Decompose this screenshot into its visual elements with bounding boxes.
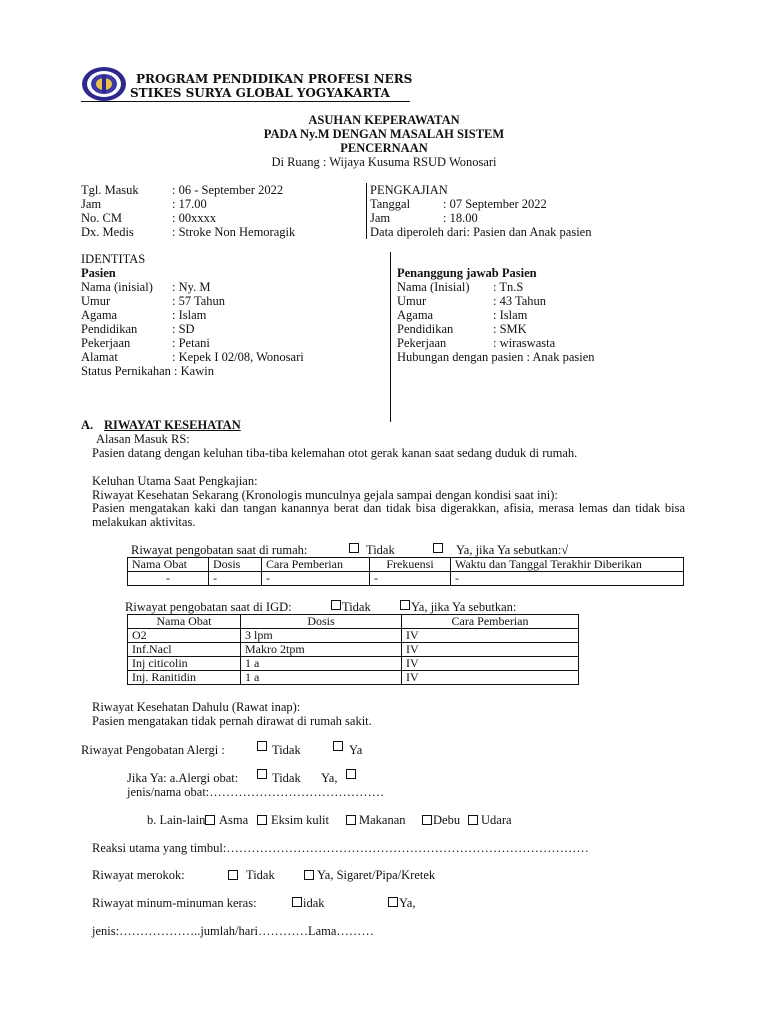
identitas-heading: IDENTITAS (81, 252, 146, 266)
table-cell: Inj citicolin (128, 657, 241, 671)
table-cell: - (209, 572, 262, 586)
asma-label: Asma (219, 813, 249, 827)
alergi-obat-label: Jika Ya: a.Alergi obat: (127, 771, 239, 785)
table-cell: IV (402, 629, 579, 643)
alergi-tidak-label: Tidak (272, 743, 301, 757)
minum-tidak-label: idak (303, 896, 325, 910)
pasien-label: Nama (inisial) (81, 280, 153, 294)
table-cell: Inf.Nacl (128, 643, 241, 657)
table-cell: IV (402, 657, 579, 671)
admission-value-dx: : Stroke Non Hemoragik (172, 225, 296, 239)
admission-label-tgl: Tgl. Masuk (81, 183, 139, 197)
pj-value: : wiraswasta (493, 336, 556, 350)
table-cell: Inj. Ranitidin (128, 671, 241, 685)
rumah-tidak-checkbox[interactable] (349, 543, 359, 553)
minum-ya-label: Ya, (399, 896, 416, 910)
pengkajian-tanggal-label: Tanggal (370, 197, 411, 211)
pasien-value: : Petani (172, 336, 210, 350)
igd-ya-checkbox[interactable] (400, 600, 410, 610)
pengkajian-jam-value: : 18.00 (443, 211, 478, 225)
col-nama-obat: Nama Obat (128, 615, 241, 629)
igd-ya-label: Ya, jika Ya sebutkan: (411, 600, 517, 614)
table-row (128, 643, 579, 657)
udara-label: Udara (481, 813, 512, 827)
table-row (128, 629, 579, 643)
col-frekuensi: Frekuensi (370, 558, 451, 572)
admission-value-jam: : 17.00 (172, 197, 207, 211)
dahulu-text: Pasien mengatakan tidak pernah dirawat di rumah sakit. (92, 714, 372, 728)
pasien-value: : Islam (172, 308, 207, 322)
sekarang-text: Pasien mengatakan kaki dan tangan kanannya berat dan tidak bisa digerakkan, afisia, merasa lemas dan tidak bisa melakukan aktivitas. (92, 501, 685, 529)
asma-checkbox[interactable] (205, 815, 215, 825)
alergi-obat-tidak-checkbox[interactable] (257, 769, 267, 779)
pj-label: Nama (Inisial) (397, 280, 470, 294)
merokok-tidak-label: Tidak (246, 868, 275, 882)
pj-value: : Tn.S (493, 280, 524, 294)
sekarang-label: Riwayat Kesehatan Sekarang (Kronologis munculnya gejala sampai dengan kondisi saat ini): (92, 488, 558, 502)
pasien-label: Alamat (81, 350, 118, 364)
table-cell: - (451, 572, 684, 586)
pj-heading: Penanggung jawab Pasien (397, 266, 537, 280)
alasan-label: Alasan Masuk RS: (96, 432, 190, 446)
alergi-jenis-line: jenis/nama obat:…………………………………… (127, 785, 385, 799)
pj-label: Agama (397, 308, 434, 322)
debu-label: Debu (433, 813, 461, 827)
udara-checkbox[interactable] (468, 815, 478, 825)
rumah-ya-checkbox[interactable] (433, 543, 443, 553)
igd-table (127, 614, 579, 685)
header-institution: STIKES SURYA GLOBAL YOGYAKARTA (130, 86, 390, 100)
igd-tidak-label: Tidak (342, 600, 371, 614)
merokok-label: Riwayat merokok: (92, 868, 185, 882)
table-cell: O2 (128, 629, 241, 643)
identitas-divider (390, 252, 391, 422)
pengkajian-heading: PENGKAJIAN (370, 183, 448, 197)
rumah-ya-label: Ya, jika Ya sebutkan:√ (456, 543, 569, 557)
alergi-ya-checkbox[interactable] (333, 741, 343, 751)
makanan-label: Makanan (359, 813, 406, 827)
table-cell: 1 a (241, 657, 402, 671)
table-cell: Makro 2tpm (241, 643, 402, 657)
alergi-obat-ya-checkbox[interactable] (346, 769, 356, 779)
col-nama-obat: Nama Obat (128, 558, 209, 572)
admission-label-jam: Jam (81, 197, 102, 211)
header-underline (81, 101, 410, 102)
institution-logo (81, 66, 127, 102)
minum-tidak-checkbox[interactable] (292, 897, 302, 907)
table-cell: - (370, 572, 451, 586)
doc-location: Di Ruang : Wijaya Kusuma RSUD Wonosari (271, 155, 497, 169)
pengkajian-tanggal-value: : 07 September 2022 (443, 197, 547, 211)
eksim-checkbox[interactable] (257, 815, 267, 825)
dahulu-label: Riwayat Kesehatan Dahulu (Rawat inap): (92, 700, 301, 714)
pengkajian-jam-label: Jam (370, 211, 391, 225)
section-letter: A. (81, 418, 94, 432)
igd-tidak-checkbox[interactable] (331, 600, 341, 610)
pasien-value: : SD (172, 322, 195, 336)
eksim-label: Eksim kulit (271, 813, 329, 827)
table-header-row (128, 558, 684, 572)
admission-label-dx: Dx. Medis (81, 225, 134, 239)
pasien-label: Umur (81, 294, 111, 308)
pasien-value: : 57 Tahun (172, 294, 226, 308)
admission-divider (366, 183, 367, 239)
debu-checkbox[interactable] (422, 815, 432, 825)
minum-ya-checkbox[interactable] (388, 897, 398, 907)
admission-value-cm: : 00xxxx (172, 211, 217, 225)
merokok-ya-label: Ya, Sigaret/Pipa/Kretek (317, 868, 436, 882)
admission-value-tgl: : 06 - September 2022 (172, 183, 284, 197)
pasien-label: Pekerjaan (81, 336, 131, 350)
merokok-tidak-checkbox[interactable] (228, 870, 238, 880)
pj-hubungan: Hubungan dengan pasien : Anak pasien (397, 350, 595, 364)
pasien-value: : Kepek I 02/08, Wonosari (172, 350, 304, 364)
reaksi-line: Reaksi utama yang timbul:…………………………………………………………………………… (92, 841, 589, 855)
pj-label: Pendidikan (397, 322, 454, 336)
table-row (128, 657, 579, 671)
table-row (128, 671, 579, 685)
pasien-heading: Pasien (81, 266, 116, 280)
table-row (128, 572, 684, 586)
pasien-value: : Ny. M (172, 280, 211, 294)
table-header-row (128, 615, 579, 629)
rumah-tidak-label: Tidak (366, 543, 395, 557)
section-heading: RIWAYAT KESEHATAN (104, 418, 241, 432)
minum-label: Riwayat minum-minuman keras: (92, 896, 257, 910)
alergi-ya-label: Ya (349, 743, 363, 757)
col-dosis: Dosis (241, 615, 402, 629)
merokok-ya-checkbox[interactable] (304, 870, 314, 880)
doc-title: ASUHAN KEPERAWATAN (308, 113, 460, 127)
lain-lain-label: b. Lain-lain (147, 813, 206, 827)
pasien-label: Pendidikan (81, 322, 138, 336)
pj-value: : Islam (493, 308, 528, 322)
pj-value: : 43 Tahun (493, 294, 547, 308)
alergi-tidak-checkbox[interactable] (257, 741, 267, 751)
alasan-text: Pasien datang dengan keluhan tiba-tiba kelemahan otot gerak kanan saat sedang duduk di rumah. (92, 446, 578, 460)
admission-label-cm: No. CM (81, 211, 122, 225)
table-cell: 1 a (241, 671, 402, 685)
table-cell: 3 lpm (241, 629, 402, 643)
makanan-checkbox[interactable] (346, 815, 356, 825)
rumah-label: Riwayat pengobatan saat di rumah: (131, 543, 308, 557)
table-cell: IV (402, 671, 579, 685)
jenis-jumlah-line: jenis:………………..jumlah/hari…………Lama……… (92, 924, 374, 938)
pasien-label: Agama (81, 308, 118, 322)
logo-emblem-icon (81, 66, 127, 102)
col-cara: Cara Pemberian (262, 558, 370, 572)
table-cell: - (128, 572, 209, 586)
pj-value: : SMK (493, 322, 527, 336)
pengkajian-source: Data diperoleh dari: Pasien dan Anak pasien (370, 225, 592, 239)
pj-label: Umur (397, 294, 427, 308)
alergi-obat-tidak-label: Tidak (272, 771, 301, 785)
igd-label: Riwayat pengobatan saat di IGD: (125, 600, 292, 614)
pasien-status: Status Pernikahan : Kawin (81, 364, 214, 378)
doc-subtitle-2: PENCERNAAN (340, 141, 428, 155)
table-cell: IV (402, 643, 579, 657)
alergi-label: Riwayat Pengobatan Alergi : (81, 743, 225, 757)
doc-subtitle: PADA Ny.M DENGAN MASALAH SISTEM (263, 127, 505, 141)
col-cara: Cara Pemberian (402, 615, 579, 629)
col-dosis: Dosis (209, 558, 262, 572)
col-waktu: Waktu dan Tanggal Terakhir Diberikan (451, 558, 684, 572)
alergi-obat-ya-label: Ya, (321, 771, 338, 785)
pj-label: Pekerjaan (397, 336, 447, 350)
table-cell: - (262, 572, 370, 586)
header-program: PROGRAM PENDIDIKAN PROFESI NERS (136, 72, 413, 86)
rumah-table (127, 557, 684, 586)
keluhan-label: Keluhan Utama Saat Pengkajian: (92, 474, 258, 488)
